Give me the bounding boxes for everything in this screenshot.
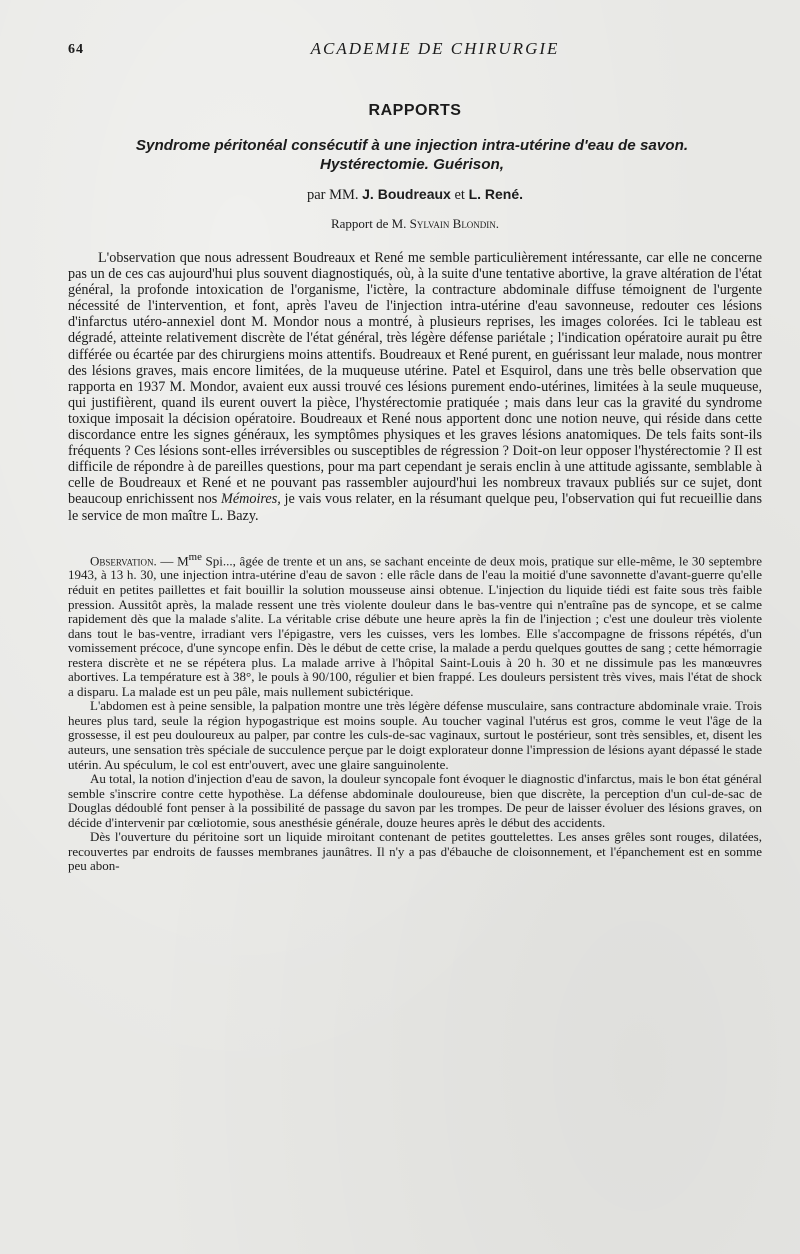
intro-paragraph [68, 250, 762, 524]
observation-section [68, 550, 762, 874]
intro-text: L'observation que nous adressent Boudreaux et René me semble particulièrement intéressante, car elle ne concerne pas un de ces cas aujourd'hui plus souvent diagnostiqués, où, à la suite d'une tentative abortive, la grave altération de l'état général, la profonde intoxication de l'organisme, l'ictère, la contracture abdominale diffuse témoignent de l'urgente nécessité de l'intervention, et font, après l'aveu de l'injection intra-utérine d'eau savonneuse, redouter ces lésions d'infarctus utéro-annexiel dont M. Mondor nous a montré, à plusieurs reprises, les images colorées. Ici le tableau est dégradé, atteinte relativement discrète de l'état général, très légère défense pariétale ; l'indication opératoire aurait pu être différée ou écartée par des chirurgiens moins attentifs. Boudreaux et René purent, en guérissant leur malade, nous montrer des lésions graves, mais encore limitées, de la muqueuse utérine. Patel et Esquirol, dans une très belle observation que rapporta en 1937 M. Mondor, avaient eux aussi trouvé ces lésions purement endo-utérines, limitées à la seule muqueuse, qui justifièrent, quand ils eurent ouvert la pièce, l'hystérectomie pratiquée ; mais dans leur cas la gravité du syndrome toxique imposait la décision opératoire. Boudreaux et René nous apportent donc une notion neuve, qui réside dans cette discordance entre les signes généraux, les symptômes physiques et les graves lésions anatomiques. De tels faits sont-ils fréquents ? Ces lésions sont-elles irréversibles ou susceptibles de régression ? Doit-on leur opposer l'hystérectomie ? Il est difficile de répondre à de pareilles questions, pour ma part cependant je serais enclin à une attitude agissante, semblable à celle de Boudreaux et René et ne pouvant pas rassembler aujourd'hui les nombreux travaux publiés sur ce sujet, dont beaucoup enrichissent nos [68, 250, 762, 508]
observation-paragraph-4: Dès l'ouverture du péritoine sort un liquide miroitant contenant de petites gouttelettes. Les anses grêles sont rouges, dilatées, recouvertes par endroits de fausses membranes jaunâtres. Il n'y a pas d'ébauche de cloisonnement, et l'épanchement est en somme peu abon- [68, 829, 762, 874]
authors-conjunction: et [454, 187, 465, 203]
journal-title: ACADEMIE DE CHIRURGIE [310, 39, 560, 58]
observation-paragraph-1 [68, 550, 762, 700]
article-title-line-1: Syndrome péritonéal consécutif à une injection intra-utérine d'eau de savon. [135, 137, 689, 154]
observation-p1-start: — M [156, 552, 189, 568]
rapporteur-line [68, 216, 762, 232]
author-boudreaux: J. Boudreaux [362, 186, 451, 202]
running-head [68, 38, 762, 64]
author-rene: L. René. [468, 186, 524, 202]
observation-paragraph-2: L'abdomen est à peine sensible, la palpation montre une très légère défense musculaire, sans contracture abdominale vraie. Trois heures plus tard, seule la région hypogastrique est moins souple. Au toucher vaginal l'utérus est gros, comme le veut l'âge de la grossesse, il est peu douloureux au palper, par contre les culs-de-sac vaginaux, surtout le postérieur, sont très sensibles, et, disent les auteurs, une sensation très spéciale de succulence perçue par le doigt explorateur donne l'impression de lésions ayant dépassé le stade utérin. Au spéculum, le col est entr'ouvert, avec une glaire sanguinolente. [68, 698, 762, 772]
rapporteur-name: Sylvain Blondin. [409, 216, 500, 231]
article-title-line-2: Hystérectomie. Guérison, [319, 156, 504, 173]
observation-label: Observation. [90, 552, 157, 568]
observation-paragraph-3: Au total, la notion d'injection d'eau de savon, la douleur syncopale font évoquer le diagnostic d'infarctus, mais le bon état général semble s'inscrire contre cette hypothèse. La défense abdominale douloureuse, bien que discrète, la perception d'un cul-de-sac de Douglas dédoublé font penser à la possibilité de passage du savon par les trompes. De peur de laisser évoluer des lésions graves, on décide d'intervenir par cœliotomie, sous anesthésie générale, douze heures après le début des accidents. [68, 771, 762, 830]
observation-p1-rest: Spi..., âgée de trente et un ans, se sachant enceinte de deux mois, pratique sur elle-même, le 30 septembre 1943, à 13 h. 30, une injection intra-utérine d'eau de savon : elle râcle dans de l'eau la moitié d'une savonnette d'avant-guerre qu'elle réduit en petites paillettes et fait bouillir la solution mousseuse ainsi obtenue. L'injection du liquide tiédi est faite sous très faible pression. Aussitôt après, la malade ressent une très violente douleur dans le bas-ventre qui n'entraîne pas de syncope, et se calme rapidement dès que la malade s'alite. La véritable crise débute une heure après la fin de l'injection ; c'est une douleur très violente dans tout le bas-ventre, irradiant vers l'épigastre, vers les cuisses, vers les lombes. Elle s'accompagne de frissons répétés, d'un vomissement précoce, d'une syncope enfin. Dès le début de cette crise, la malade a perdu quelques gouttes de sang ; cette hémorragie restera discrète et ne se répétera plus. La malade arrive à l'hôpital Saint-Louis à 20 h. 30 et ne dissimule pas les manœuvres abortives. La température est à 38°, le pouls à 90/100, régulier et bien frappé. Les douleurs persistent très vives, mais l'état de shock a disparu. La malade est un peu pâle, mais nullement subictérique. [68, 552, 762, 699]
article-authors [68, 186, 762, 204]
intro-italic: Mémoires, [221, 491, 281, 508]
page-number: 64 [68, 42, 84, 57]
authors-prefix: par MM. [306, 187, 359, 203]
section-title: RAPPORTS [368, 102, 462, 119]
observation-p1-sup: me [188, 550, 202, 563]
intro-end: je vais vous relater, en la résumant quelque peu, l'observation qui fut recueillie dans le service de mon maître L. Bazy. [68, 491, 762, 524]
rapport-prefix: Rapport de M. [330, 216, 407, 231]
article-title [62, 136, 762, 174]
